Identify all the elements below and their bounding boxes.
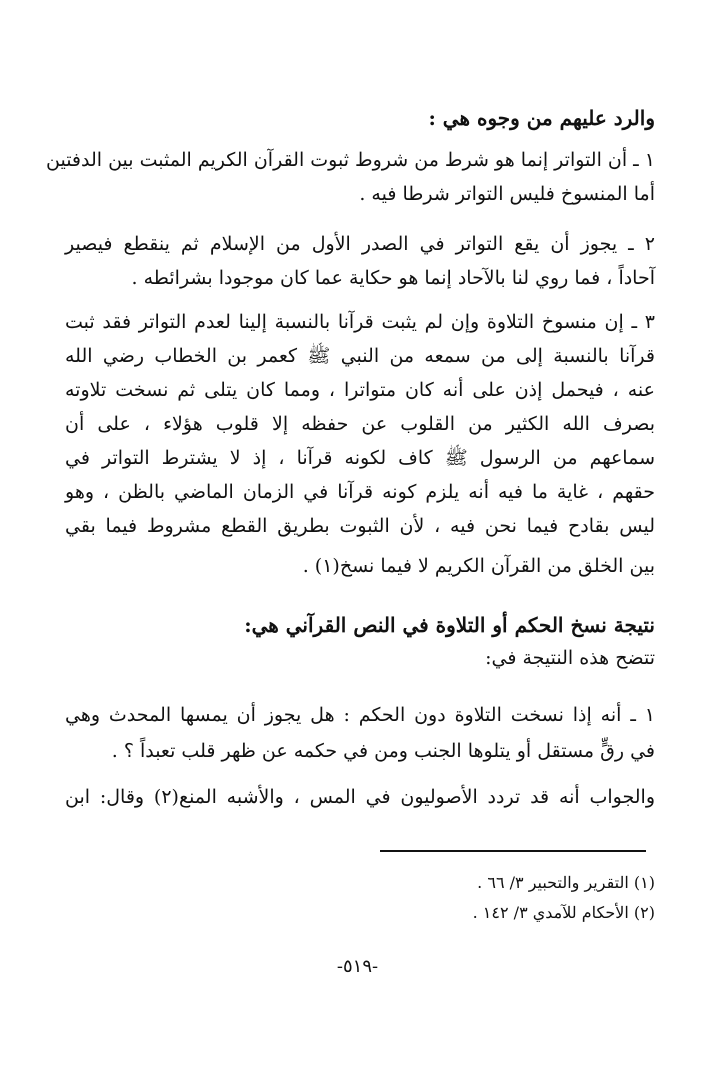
- answer-line: والجواب أنه قد تردد الأصوليون في المس ، والأشبه المنع(٢) وقال: ابن: [65, 786, 655, 808]
- point-1-line-1: ١ ـ أن التواتر إنما هو شرط من شروط ثبوت القرآن الكريم المثبت بين الدفتين: [46, 149, 655, 171]
- result-1-line-1: ١ ـ أنه إذا نسخت التلاوة دون الحكم : هل يجوز أن يمسها المحدث وهي: [65, 704, 655, 726]
- point-3-line-2: قرآنا بالنسبة إلى من سمعه من النبي ﷺ كعمر بن الخطاب رضي الله: [65, 345, 655, 367]
- point-3-line-7: ليس بقادح فيما نحن فيه ، لأن الثبوت بطريق القطع مشروط فيما بقي: [65, 515, 655, 537]
- point-3-line-8: بين الخلق من القرآن الكريم لا فيما نسخ(١) .: [302, 555, 655, 577]
- point-3-line-4: بصرف الله الكثير من القلوب عن حفظه إلا قلوب هؤلاء ، على أن: [65, 413, 655, 435]
- footnote-divider: [380, 850, 646, 852]
- point-3-line-1: ٣ ـ إن منسوخ التلاوة وإن لم يثبت قرآنا بالنسبة إلينا لعدم التواتر فقد ثبت: [65, 311, 655, 333]
- point-3-line-3: عنه ، فيحمل إذن على أنه كان متواترا ، ومما كان يتلى ثم نسخت تلاوته: [65, 379, 655, 401]
- point-2-line-2: آحاداً ، فما روي لنا بالآحاد إنما هو حكاية عما كان موجودا بشرائطه .: [131, 267, 655, 289]
- point-3-line-5: سماعهم من الرسول ﷺ كاف لكونه قرآنا ، إذ لا يشترط التواتر في: [65, 447, 655, 469]
- result-heading: نتيجة نسخ الحكم أو التلاوة في النص القرآني هي:: [244, 613, 655, 637]
- result-intro: تتضح هذه النتيجة في:: [485, 647, 655, 669]
- footnote-1: (١) التقرير والتحبير ٣/ ٦٦ .: [477, 873, 655, 892]
- result-1-line-2: في رقٍّ مستقل أو يتلوها الجنب ومن في حكمه عن ظهر قلب تعبداً ؟ .: [111, 740, 655, 762]
- point-2-line-1: ٢ ـ يجوز أن يقع التواتر في الصدر الأول من الإسلام ثم ينقطع فيصير: [65, 233, 655, 255]
- page-number: -٥١٩-: [336, 956, 379, 977]
- point-3-line-6: حقهم ، غاية ما فيه أنه يلزم كونه قرآنا في الزمان الماضي بالظن ، وهو: [65, 481, 655, 503]
- point-1-line-2: أما المنسوخ فليس التواتر شرطا فيه .: [359, 183, 655, 205]
- footnote-2: (٢) الأحكام للآمدي ٣/ ١٤٢ .: [472, 903, 655, 922]
- section-heading: والرد عليهم من وجوه هي :: [428, 106, 655, 130]
